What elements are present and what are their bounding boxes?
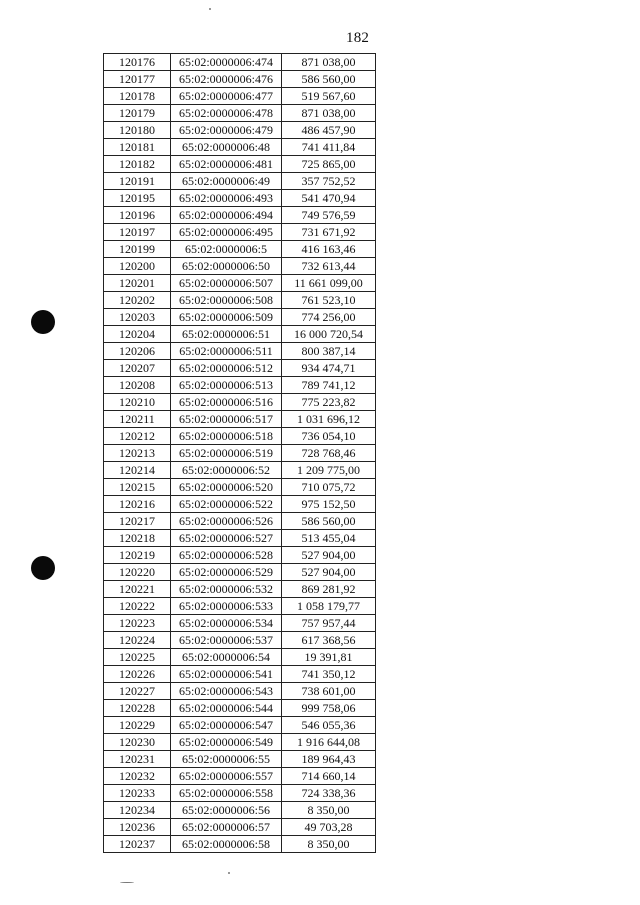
value-cell: 486 457,90 — [282, 122, 376, 139]
table-row — [104, 224, 376, 241]
cadastral-number-cell: 65:02:0000006:476 — [171, 71, 282, 88]
value-cell: 16 000 720,54 — [282, 326, 376, 343]
table-row — [104, 122, 376, 139]
value-cell: 871 038,00 — [282, 54, 376, 71]
row-number-cell: 120203 — [104, 309, 171, 326]
row-number-cell: 120220 — [104, 564, 171, 581]
row-number-cell: 120226 — [104, 666, 171, 683]
table-row — [104, 530, 376, 547]
row-number-cell: 120232 — [104, 768, 171, 785]
value-cell: 1 916 644,08 — [282, 734, 376, 751]
cadastral-number-cell: 65:02:0000006:50 — [171, 258, 282, 275]
table-row — [104, 683, 376, 700]
table-row — [104, 411, 376, 428]
value-cell: 416 163,46 — [282, 241, 376, 258]
table-row — [104, 632, 376, 649]
row-number-cell: 120177 — [104, 71, 171, 88]
row-number-cell: 120214 — [104, 462, 171, 479]
row-number-cell: 120233 — [104, 785, 171, 802]
row-number-cell: 120182 — [104, 156, 171, 173]
table-row — [104, 598, 376, 615]
row-number-cell: 120218 — [104, 530, 171, 547]
cadastral-number-cell: 65:02:0000006:513 — [171, 377, 282, 394]
table-row — [104, 394, 376, 411]
table-row — [104, 292, 376, 309]
value-cell: 11 661 099,00 — [282, 275, 376, 292]
cadastral-number-cell: 65:02:0000006:543 — [171, 683, 282, 700]
table-row — [104, 258, 376, 275]
row-number-cell: 120179 — [104, 105, 171, 122]
row-number-cell: 120181 — [104, 139, 171, 156]
row-number-cell: 120202 — [104, 292, 171, 309]
row-number-cell: 120180 — [104, 122, 171, 139]
value-cell: 546 055,36 — [282, 717, 376, 734]
cadastral-number-cell: 65:02:0000006:527 — [171, 530, 282, 547]
punch-hole-top — [31, 310, 55, 334]
cadastral-number-cell: 65:02:0000006:516 — [171, 394, 282, 411]
cadastral-number-cell: 65:02:0000006:522 — [171, 496, 282, 513]
row-number-cell: 120211 — [104, 411, 171, 428]
row-number-cell: 120221 — [104, 581, 171, 598]
value-cell: 1 031 696,12 — [282, 411, 376, 428]
cadastral-number-cell: 65:02:0000006:508 — [171, 292, 282, 309]
row-number-cell: 120215 — [104, 479, 171, 496]
cadastral-number-cell: 65:02:0000006:474 — [171, 54, 282, 71]
value-cell: 775 223,82 — [282, 394, 376, 411]
table-body — [104, 54, 376, 853]
table-row — [104, 343, 376, 360]
scan-speck — [209, 8, 211, 10]
row-number-cell: 120237 — [104, 836, 171, 853]
value-cell: 724 338,36 — [282, 785, 376, 802]
cadastral-number-cell: 65:02:0000006:528 — [171, 547, 282, 564]
cadastral-number-cell: 65:02:0000006:541 — [171, 666, 282, 683]
table-row — [104, 513, 376, 530]
cadastral-number-cell: 65:02:0000006:547 — [171, 717, 282, 734]
table-row — [104, 190, 376, 207]
value-cell: 513 455,04 — [282, 530, 376, 547]
table-row — [104, 360, 376, 377]
cadastral-number-cell: 65:02:0000006:58 — [171, 836, 282, 853]
page-number: 182 — [346, 30, 370, 46]
row-number-cell: 120229 — [104, 717, 171, 734]
row-number-cell: 120217 — [104, 513, 171, 530]
table-row — [104, 71, 376, 88]
cadastral-number-cell: 65:02:0000006:534 — [171, 615, 282, 632]
value-cell: 731 671,92 — [282, 224, 376, 241]
value-cell: 586 560,00 — [282, 513, 376, 530]
cadastral-number-cell: 65:02:0000006:558 — [171, 785, 282, 802]
table-row — [104, 717, 376, 734]
cadastral-number-cell: 65:02:0000006:477 — [171, 88, 282, 105]
table-row — [104, 802, 376, 819]
value-cell: 8 350,00 — [282, 802, 376, 819]
value-cell: 774 256,00 — [282, 309, 376, 326]
row-number-cell: 120223 — [104, 615, 171, 632]
row-number-cell: 120225 — [104, 649, 171, 666]
row-number-cell: 120191 — [104, 173, 171, 190]
table-row — [104, 734, 376, 751]
cadastral-number-cell: 65:02:0000006:529 — [171, 564, 282, 581]
cadastral-number-cell: 65:02:0000006:51 — [171, 326, 282, 343]
value-cell: 738 601,00 — [282, 683, 376, 700]
value-cell: 725 865,00 — [282, 156, 376, 173]
cadastral-number-cell: 65:02:0000006:512 — [171, 360, 282, 377]
table-row — [104, 836, 376, 853]
row-number-cell: 120176 — [104, 54, 171, 71]
cadastral-number-cell: 65:02:0000006:532 — [171, 581, 282, 598]
value-cell: 710 075,72 — [282, 479, 376, 496]
value-cell: 49 703,28 — [282, 819, 376, 836]
value-cell: 357 752,52 — [282, 173, 376, 190]
cadastral-number-cell: 65:02:0000006:544 — [171, 700, 282, 717]
value-cell: 714 660,14 — [282, 768, 376, 785]
cadastral-number-cell: 65:02:0000006:52 — [171, 462, 282, 479]
table-row — [104, 377, 376, 394]
row-number-cell: 120219 — [104, 547, 171, 564]
row-number-cell: 120213 — [104, 445, 171, 462]
table-row — [104, 564, 376, 581]
cadastral-number-cell: 65:02:0000006:526 — [171, 513, 282, 530]
cadastral-number-cell: 65:02:0000006:478 — [171, 105, 282, 122]
value-cell: 189 964,43 — [282, 751, 376, 768]
cadastral-number-cell: 65:02:0000006:49 — [171, 173, 282, 190]
row-number-cell: 120197 — [104, 224, 171, 241]
table-row — [104, 88, 376, 105]
cadastral-number-cell: 65:02:0000006:481 — [171, 156, 282, 173]
table-row — [104, 462, 376, 479]
value-cell: 527 904,00 — [282, 564, 376, 581]
value-cell: 527 904,00 — [282, 547, 376, 564]
value-cell: 999 758,06 — [282, 700, 376, 717]
cadastral-number-cell: 65:02:0000006:507 — [171, 275, 282, 292]
cadastral-number-cell: 65:02:0000006:57 — [171, 819, 282, 836]
value-cell: 1 058 179,77 — [282, 598, 376, 615]
row-number-cell: 120195 — [104, 190, 171, 207]
value-cell: 975 152,50 — [282, 496, 376, 513]
cadastral-number-cell: 65:02:0000006:55 — [171, 751, 282, 768]
cadastral-number-cell: 65:02:0000006:533 — [171, 598, 282, 615]
cadastral-number-cell: 65:02:0000006:479 — [171, 122, 282, 139]
cadastral-number-cell: 65:02:0000006:518 — [171, 428, 282, 445]
value-cell: 749 576,59 — [282, 207, 376, 224]
row-number-cell: 120230 — [104, 734, 171, 751]
table-row — [104, 173, 376, 190]
table-row — [104, 649, 376, 666]
value-cell: 761 523,10 — [282, 292, 376, 309]
row-number-cell: 120199 — [104, 241, 171, 258]
cadastral-number-cell: 65:02:0000006:520 — [171, 479, 282, 496]
table-row — [104, 479, 376, 496]
value-cell: 1 209 775,00 — [282, 462, 376, 479]
cadastral-number-cell: 65:02:0000006:494 — [171, 207, 282, 224]
value-cell: 789 741,12 — [282, 377, 376, 394]
table-row — [104, 547, 376, 564]
row-number-cell: 120207 — [104, 360, 171, 377]
table-row — [104, 700, 376, 717]
row-number-cell: 120210 — [104, 394, 171, 411]
row-number-cell: 120196 — [104, 207, 171, 224]
punch-hole-bottom — [31, 556, 55, 580]
table-row — [104, 615, 376, 632]
table-row — [104, 581, 376, 598]
table-row — [104, 768, 376, 785]
cadastral-number-cell: 65:02:0000006:557 — [171, 768, 282, 785]
value-cell: 617 368,56 — [282, 632, 376, 649]
cadastral-number-cell: 65:02:0000006:519 — [171, 445, 282, 462]
table-row — [104, 54, 376, 71]
value-cell: 800 387,14 — [282, 343, 376, 360]
value-cell: 8 350,00 — [282, 836, 376, 853]
cadastral-number-cell: 65:02:0000006:549 — [171, 734, 282, 751]
value-cell: 732 613,44 — [282, 258, 376, 275]
scan-speck — [228, 872, 230, 874]
row-number-cell: 120234 — [104, 802, 171, 819]
table-row — [104, 207, 376, 224]
row-number-cell: 120216 — [104, 496, 171, 513]
row-number-cell: 120222 — [104, 598, 171, 615]
value-cell: 869 281,92 — [282, 581, 376, 598]
row-number-cell: 120231 — [104, 751, 171, 768]
cadastral-number-cell: 65:02:0000006:56 — [171, 802, 282, 819]
table-row — [104, 819, 376, 836]
value-cell: 757 957,44 — [282, 615, 376, 632]
value-cell: 541 470,94 — [282, 190, 376, 207]
row-number-cell: 120208 — [104, 377, 171, 394]
scan-speck — [120, 882, 134, 883]
value-cell: 728 768,46 — [282, 445, 376, 462]
row-number-cell: 120200 — [104, 258, 171, 275]
cadastral-number-cell: 65:02:0000006:509 — [171, 309, 282, 326]
row-number-cell: 120227 — [104, 683, 171, 700]
value-cell: 586 560,00 — [282, 71, 376, 88]
table-row — [104, 309, 376, 326]
row-number-cell: 120201 — [104, 275, 171, 292]
cadastral-number-cell: 65:02:0000006:511 — [171, 343, 282, 360]
table-row — [104, 496, 376, 513]
table-row — [104, 241, 376, 258]
cadastral-value-table — [103, 53, 376, 853]
cadastral-number-cell: 65:02:0000006:5 — [171, 241, 282, 258]
table-row — [104, 105, 376, 122]
cadastral-number-cell: 65:02:0000006:517 — [171, 411, 282, 428]
row-number-cell: 120212 — [104, 428, 171, 445]
row-number-cell: 120236 — [104, 819, 171, 836]
cadastral-number-cell: 65:02:0000006:493 — [171, 190, 282, 207]
value-cell: 871 038,00 — [282, 105, 376, 122]
value-cell: 741 350,12 — [282, 666, 376, 683]
value-cell: 741 411,84 — [282, 139, 376, 156]
cadastral-number-cell: 65:02:0000006:48 — [171, 139, 282, 156]
value-cell: 519 567,60 — [282, 88, 376, 105]
table-row — [104, 156, 376, 173]
row-number-cell: 120178 — [104, 88, 171, 105]
row-number-cell: 120204 — [104, 326, 171, 343]
table-row — [104, 445, 376, 462]
row-number-cell: 120206 — [104, 343, 171, 360]
value-cell: 736 054,10 — [282, 428, 376, 445]
value-cell: 934 474,71 — [282, 360, 376, 377]
cadastral-number-cell: 65:02:0000006:495 — [171, 224, 282, 241]
row-number-cell: 120228 — [104, 700, 171, 717]
table-row — [104, 666, 376, 683]
row-number-cell: 120224 — [104, 632, 171, 649]
table-row — [104, 275, 376, 292]
value-cell: 19 391,81 — [282, 649, 376, 666]
table-row — [104, 751, 376, 768]
table-row — [104, 785, 376, 802]
cadastral-number-cell: 65:02:0000006:537 — [171, 632, 282, 649]
cadastral-number-cell: 65:02:0000006:54 — [171, 649, 282, 666]
table-row — [104, 139, 376, 156]
table-row — [104, 326, 376, 343]
table-row — [104, 428, 376, 445]
